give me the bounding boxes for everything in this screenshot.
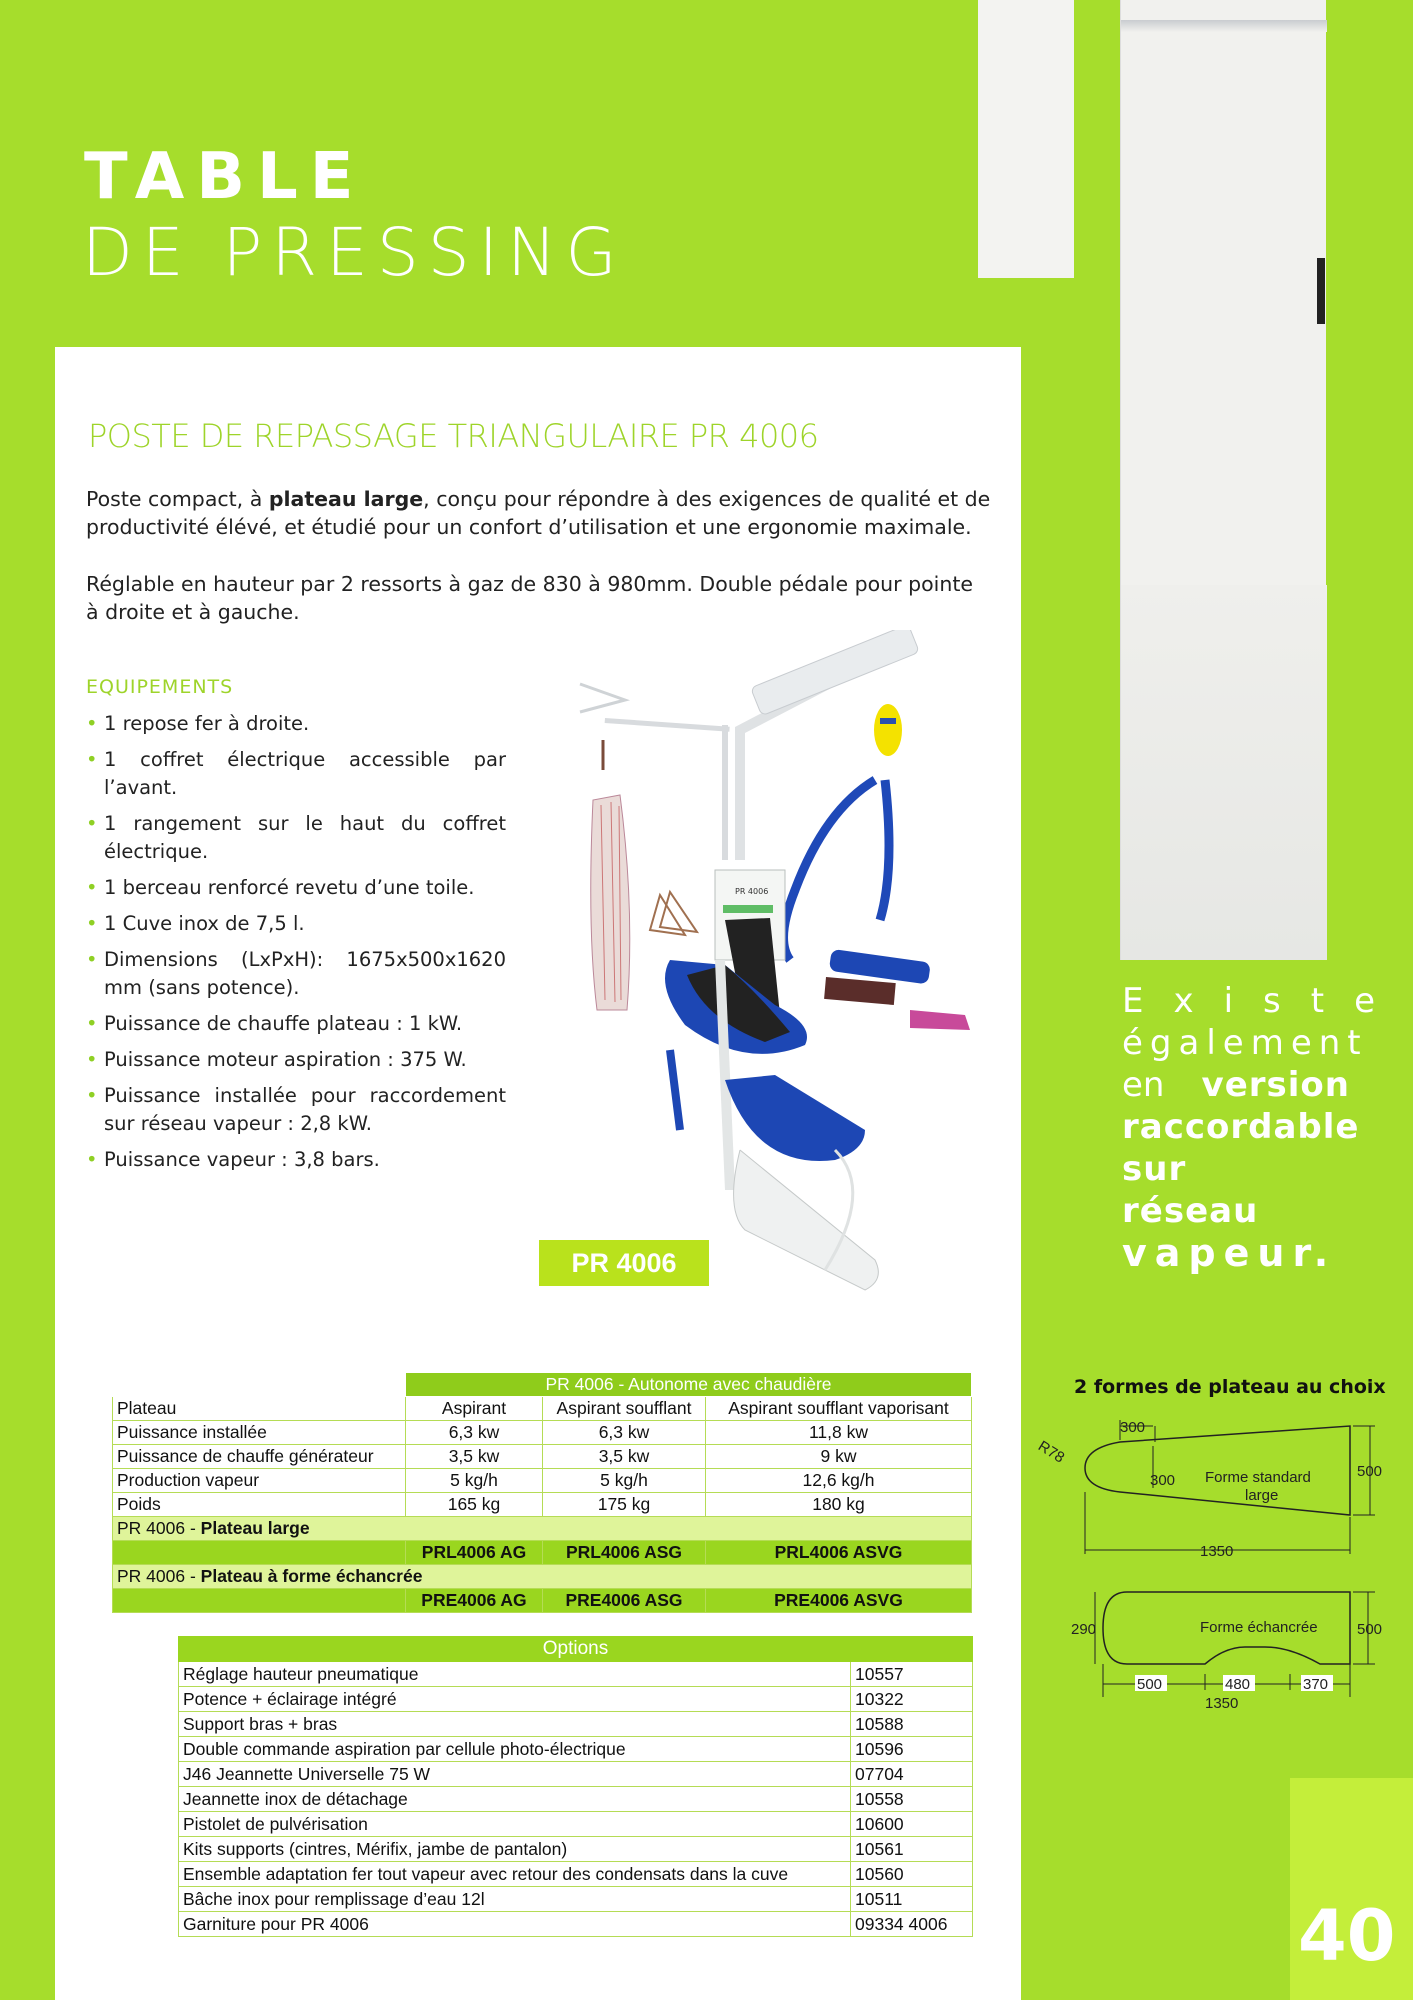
title-line2: DE PRESSING — [82, 214, 626, 291]
list-item: • Puissance de chauffe plateau : 1 kW. — [86, 1010, 506, 1038]
std-label-1: Forme standard — [1205, 1469, 1311, 1486]
shapes-title: 2 formes de plateau au choix — [1074, 1376, 1386, 1398]
table-row: Réglage hauteur pneumatique 10557 — [179, 1662, 973, 1687]
table-row: Poids 165 kg 175 kg 180 kg — [113, 1493, 972, 1517]
table-row: Ensemble adaptation fer tout vapeur avec retour des condensats dans la cuve 10560 — [179, 1862, 973, 1887]
list-item: • 1 rangement sur le haut du coffret électrique. — [86, 810, 506, 866]
plateau-shapes-diagram — [1035, 1412, 1400, 1722]
side-note: Existe également en version raccordable sur réseau vapeur. — [1122, 981, 1406, 1275]
dim-std-mid: 300 — [1150, 1472, 1176, 1489]
intro-paragraph: Poste compact, à plateau large, conçu pour répondre à des exigences de qualité et de productivité élévé, et étudié pour un confort d’utilisation et une ergonomie maximale. — [86, 487, 991, 539]
table-row: Bâche inox pour remplissage d’eau 12l 10511 — [179, 1887, 973, 1912]
list-item: • Dimensions (LxPxH): 1675x500x1620 mm (sans potence). — [86, 946, 506, 1002]
table-row: Double commande aspiration par cellule photo-électrique 10596 — [179, 1737, 973, 1762]
table-row: Puissance de chauffe générateur 3,5 kw 3,5 kw 9 kw — [113, 1445, 972, 1469]
list-item: • 1 berceau renforcé revetu d’une toile. — [86, 874, 506, 902]
list-item: • Puissance installée pour raccordement sur réseau vapeur : 2,8 kW. — [86, 1082, 506, 1138]
table-row: PR 4006 - Plateau à forme échancrée — [113, 1565, 972, 1589]
table-row: Plateau Aspirant Aspirant soufflant Aspirant soufflant vaporisant — [113, 1397, 972, 1421]
machine-panel-label: PR 4006 — [735, 887, 769, 896]
std-label-2: large — [1245, 1487, 1279, 1504]
list-item: • 1 coffret électrique accessible par l’avant. — [86, 746, 506, 802]
page-number: 40 — [1298, 1895, 1396, 1977]
list-item: • 1 repose fer à droite. — [86, 710, 506, 738]
dim-ech-a: 500 — [1137, 1676, 1163, 1693]
table-row: Support bras + bras 10588 — [179, 1712, 973, 1737]
dim-std-right: 500 — [1357, 1463, 1383, 1480]
list-item: • 1 Cuve inox de 7,5 l. — [86, 910, 506, 938]
spec-group-header: PR 4006 - Autonome avec chaudière — [406, 1373, 972, 1397]
equipments-title: EQUIPEMENTS — [86, 676, 234, 698]
table-row: PR 4006 - Plateau large — [113, 1517, 972, 1541]
background-photo-top — [978, 0, 1074, 278]
dim-ech-b: 480 — [1225, 1676, 1251, 1693]
table-row: J46 Jeannette Universelle 75 W 07704 — [179, 1762, 973, 1787]
equipments-list — [86, 710, 506, 1182]
table-row: Kits supports (cintres, Mérifix, jambe de pantalon) 10561 — [179, 1837, 973, 1862]
options-table — [178, 1636, 973, 1937]
ech-label: Forme échancrée — [1200, 1619, 1318, 1636]
dim-ech-right: 500 — [1357, 1621, 1383, 1638]
dim-std-radius: R78 — [1035, 1437, 1068, 1467]
table-row: PRE4006 AG PRE4006 ASG PRE4006 ASVG — [113, 1589, 972, 1613]
table-row: Pistolet de pulvérisation 10600 — [179, 1812, 973, 1837]
dim-std-top: 300 — [1120, 1419, 1146, 1436]
list-item: • Puissance moteur aspiration : 375 W. — [86, 1046, 506, 1074]
dim-ech-left: 290 — [1071, 1621, 1097, 1638]
dim-ech-total: 1350 — [1205, 1695, 1239, 1712]
product-label: PR 4006 — [539, 1240, 709, 1286]
dim-std-bottom: 1350 — [1200, 1543, 1234, 1560]
product-subtitle: POSTE DE REPASSAGE TRIANGULAIRE PR 4006 — [88, 417, 819, 455]
table-row: Garniture pour PR 4006 09334 4006 — [179, 1912, 973, 1937]
background-photo-right — [1120, 0, 1326, 960]
options-header: Options — [179, 1637, 973, 1662]
list-item: • Puissance vapeur : 3,8 bars. — [86, 1146, 506, 1174]
table-row: Puissance installée 6,3 kw 6,3 kw 11,8 kw — [113, 1421, 972, 1445]
table-row: PRL4006 AG PRL4006 ASG PRL4006 ASVG — [113, 1541, 972, 1565]
spec-table — [112, 1372, 972, 1613]
ironing-station-image — [575, 630, 1005, 1330]
height-paragraph: Réglable en hauteur par 2 ressorts à gaz de 830 à 980mm. Double pédale pour pointe à droite et à gauche. — [86, 572, 973, 624]
table-row: Jeannette inox de détachage 10558 — [179, 1787, 973, 1812]
table-row: Production vapeur 5 kg/h 5 kg/h 12,6 kg/h — [113, 1469, 972, 1493]
title-line1: TABLE — [84, 140, 366, 214]
table-row: Potence + éclairage intégré 10322 — [179, 1687, 973, 1712]
dim-ech-c: 370 — [1303, 1676, 1329, 1693]
